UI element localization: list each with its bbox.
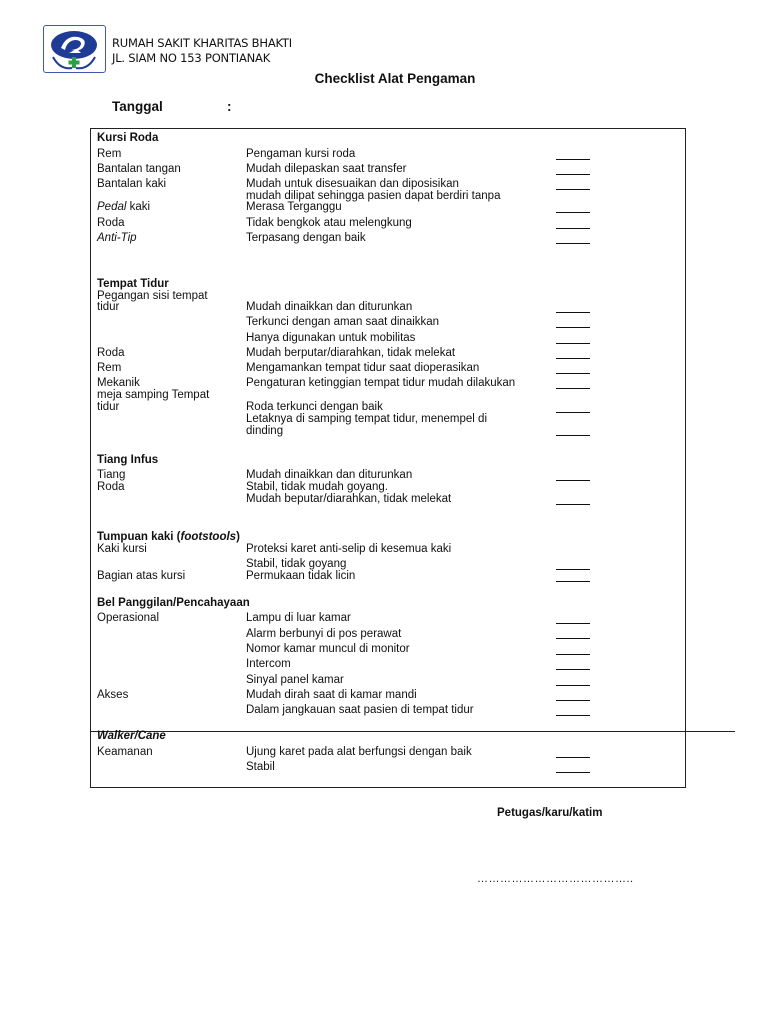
item-label: Akses [97, 689, 129, 701]
item-description: Stabil, tidak mudah goyang. [246, 481, 388, 493]
check-blank[interactable] [556, 327, 590, 328]
check-blank[interactable] [556, 228, 590, 229]
check-blank[interactable] [556, 388, 590, 389]
item-description: Roda terkunci dengan baik [246, 401, 383, 413]
section-heading-tempat-tidur: Tempat Tidur [97, 278, 169, 290]
check-blank[interactable] [556, 435, 590, 436]
document-title: Checklist Alat Pengaman [314, 71, 476, 86]
heading-text: Tumpuan kaki ( [97, 531, 181, 543]
check-blank[interactable] [556, 623, 590, 624]
section-heading-tiang-infus: Tiang Infus [97, 454, 159, 466]
item-label: Kaki kursi [97, 543, 147, 555]
hospital-address: JL. SIAM NO 153 PONTIANAK [112, 51, 271, 65]
item-description: Ujung karet pada alat berfungsi dengan baik [246, 746, 472, 758]
section-heading-walker: Walker/Cane [97, 730, 166, 742]
check-blank[interactable] [556, 412, 590, 413]
heading-italic: footstools [180, 531, 237, 543]
item-label: Roda [97, 481, 125, 493]
check-blank[interactable] [556, 373, 590, 374]
item-label: Bantalan tangan [97, 163, 181, 175]
pedal-label: Pedal [97, 201, 127, 213]
item-description: Tidak bengkok atau melengkung [246, 217, 412, 229]
item-description: Pengaturan ketinggian tempat tidur mudah dilakukan [246, 377, 516, 389]
item-description: Mudah dinaikkan dan diturunkan [246, 301, 413, 313]
hospital-logo [43, 25, 106, 73]
hospital-logo-icon [44, 26, 105, 72]
item-label: Operasional [97, 612, 160, 624]
check-blank[interactable] [556, 569, 590, 570]
item-label: tidur [97, 401, 120, 413]
item-description: Mudah dinaikkan dan diturunkan [246, 469, 413, 481]
item-description: mudah dilipat sehingga pasien dapat berdiri tanpa [246, 190, 501, 202]
item-label: Roda [97, 347, 125, 359]
check-blank[interactable] [556, 757, 590, 758]
date-label: Tanggal [112, 99, 163, 114]
item-label: meja samping Tempat [97, 389, 210, 401]
check-blank[interactable] [556, 654, 590, 655]
signer-label: Petugas/karu/katim [497, 807, 603, 819]
item-description: Terkunci dengan aman saat dinaikkan [246, 316, 440, 328]
check-blank[interactable] [556, 243, 590, 244]
section-heading-bel: Bel Panggilan/Pencahayaan [97, 597, 250, 609]
check-blank[interactable] [556, 504, 590, 505]
item-description: Stabil [246, 761, 275, 773]
check-blank[interactable] [556, 343, 590, 344]
item-description: Merasa Terganggu [246, 201, 342, 213]
item-label: tidur [97, 301, 120, 313]
check-blank[interactable] [556, 312, 590, 313]
item-description: Dalam jangkauan saat pasien di tempat tidur [246, 704, 474, 716]
item-label [97, 201, 150, 214]
item-label: Roda [97, 217, 125, 229]
heading-close: ) [236, 531, 240, 543]
item-description: Pengaman kursi roda [246, 148, 356, 160]
check-blank[interactable] [556, 638, 590, 639]
check-blank[interactable] [556, 700, 590, 701]
item-description: Sinyal panel kamar [246, 674, 344, 686]
item-description: Mudah dirah saat di kamar mandi [246, 689, 417, 701]
item-label: Keamanan [97, 746, 153, 758]
item-description: Nomor kamar muncul di monitor [246, 643, 410, 655]
item-description: Stabil, tidak goyang [246, 558, 347, 570]
check-blank[interactable] [556, 174, 590, 175]
item-description: Mengamankan tempat tidur saat dioperasikan [246, 362, 480, 374]
item-description: Proteksi karet anti-selip di kesemua kaki [246, 543, 452, 555]
item-label: Pegangan sisi tempat [97, 290, 208, 302]
item-description: Mudah berputar/diarahkan, tidak melekat [246, 347, 456, 359]
item-description: Mudah untuk disesuaikan dan diposisikan [246, 178, 459, 190]
item-description: Alarm berbunyi di pos perawat [246, 628, 402, 640]
check-blank[interactable] [556, 772, 590, 773]
check-blank[interactable] [556, 358, 590, 359]
check-blank[interactable] [556, 212, 590, 213]
section-heading-kursi-roda: Kursi Roda [97, 132, 159, 144]
item-description: Mudah dilepaskan saat transfer [246, 163, 407, 175]
check-blank[interactable] [556, 669, 590, 670]
item-description: Lampu di luar kamar [246, 612, 351, 624]
item-label: Rem [97, 362, 122, 374]
check-blank[interactable] [556, 189, 590, 190]
date-colon: : [227, 99, 232, 114]
item-description: Hanya digunakan untuk mobilitas [246, 332, 416, 344]
check-blank[interactable] [556, 581, 590, 582]
item-description: Permukaan tidak licin [246, 570, 356, 582]
item-label: Tiang [97, 469, 126, 481]
check-blank[interactable] [556, 715, 590, 716]
item-label: Bantalan kaki [97, 178, 167, 190]
check-blank[interactable] [556, 480, 590, 481]
item-description: dinding [246, 425, 284, 437]
item-description: Intercom [246, 658, 291, 670]
item-label: Bagian atas kursi [97, 570, 186, 582]
pedal-suffix: kaki [126, 201, 151, 213]
item-label: Anti-Tip [97, 232, 137, 244]
check-blank[interactable] [556, 159, 590, 160]
item-label: Mekanik [97, 377, 140, 389]
item-label: Rem [97, 148, 122, 160]
signature-line[interactable]: ………………………………….. [477, 873, 634, 885]
item-description: Terpasang dengan baik [246, 232, 366, 244]
section-divider [91, 731, 735, 732]
item-description: Letaknya di samping tempat tidur, menempel di [246, 413, 487, 425]
check-blank[interactable] [556, 685, 590, 686]
item-description: Mudah beputar/diarahkan, tidak melekat [246, 493, 452, 505]
hospital-name: RUMAH SAKIT KHARITAS BHAKTI [112, 36, 292, 50]
